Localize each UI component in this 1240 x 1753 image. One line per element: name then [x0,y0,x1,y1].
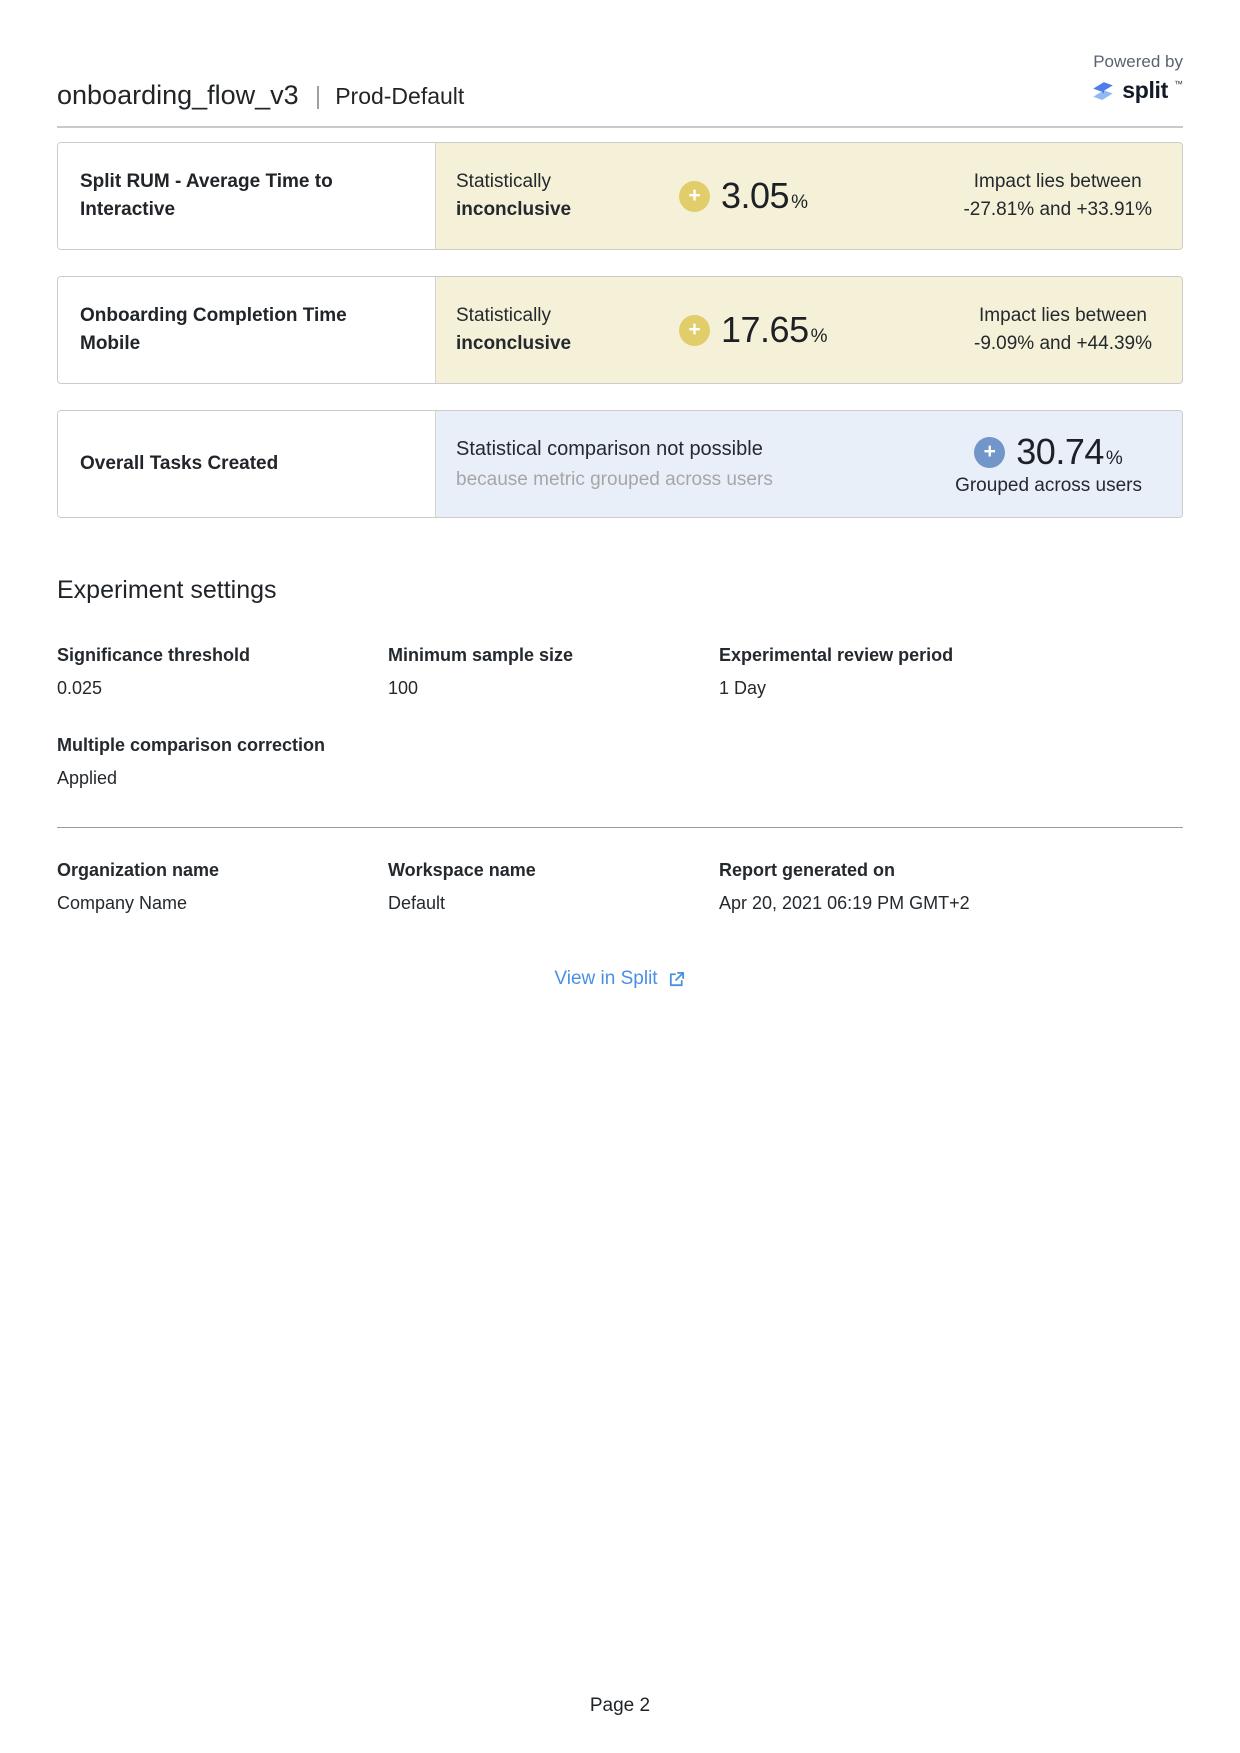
metric-status [436,168,621,223]
metric-value-block [955,431,1182,497]
metric-status [436,434,773,495]
view-link-row [57,968,1183,990]
experiment-settings-grid [57,645,1183,789]
impact-line2: -9.09% and +44.39% [974,333,1152,354]
metric-value-block [679,309,828,351]
metric-status-line2: because metric grouped across users [456,468,773,490]
metric-name-cell [58,411,436,517]
field-value: 1 Day [719,678,767,698]
plus-icon: + [679,181,710,212]
field-value: Company Name [57,893,188,913]
metric-status-line2: inconclusive [456,333,572,354]
metric-result-cell [436,277,1182,383]
metric-caption: Grouped across users [955,475,1142,496]
powered-by-label: Powered by [1093,52,1183,71]
powered-by-block [1090,52,1183,104]
metric-card-avg-time-to-interactive [57,142,1183,250]
header-rule [57,126,1183,128]
impact-line1: Impact lies between [973,170,1142,192]
metric-unit: % [791,192,808,213]
view-in-split-label: View in Split [554,968,658,989]
metric-value: 17.65 [721,309,809,350]
metric-card-onboarding-completion-time [57,276,1183,384]
impact-line1: Impact lies between [979,304,1147,326]
page-number: Page 2 [589,1695,651,1716]
metric-status [436,302,621,357]
metric-value: 30.74 [1016,431,1104,472]
metric-name-cell [58,143,436,249]
metric-cards [57,142,1183,518]
field-value: Default [388,893,446,913]
metric-result-cell [436,143,1182,249]
metric-name: Onboarding Completion Time Mobile [80,304,347,354]
plus-icon: + [679,315,710,346]
field-report-generated-on [719,860,1183,914]
field-value: 0.025 [57,678,103,698]
metric-name-cell [58,277,436,383]
field-label: Organization name [57,860,220,880]
field-multiple-comparison-correction [57,735,388,789]
metric-status-line2: inconclusive [456,199,572,220]
view-in-split-link[interactable] [554,968,685,990]
field-label: Report generated on [719,860,896,880]
experiment-name: onboarding_flow_v3 [57,80,299,110]
report-meta-grid [57,860,1183,914]
metric-status-line1: Statistically [456,171,552,193]
metric-name: Split RUM - Average Time to Interactive [80,170,333,220]
metric-unit: % [1105,448,1123,469]
metric-value-row [974,431,1123,473]
field-label: Workspace name [388,860,536,880]
field-significance-threshold [57,645,388,699]
field-value: Applied [57,768,118,788]
metric-status-line1: Statistically [456,305,552,327]
split-brand [1090,77,1183,104]
impact-line2: -27.81% and +33.91% [963,199,1152,220]
field-minimum-sample-size [388,645,719,699]
page-title [57,0,1183,111]
metric-card-overall-tasks-created [57,410,1183,518]
metric-value-block [679,175,808,217]
metric-value: 3.05 [721,175,790,216]
field-label: Significance threshold [57,645,251,665]
metric-status-line1: Statistical comparison not possible [456,437,763,460]
field-organization-name [57,860,388,914]
title-separator: | [314,82,322,110]
field-value: Apr 20, 2021 06:19 PM GMT+2 [719,893,970,913]
field-value: 100 [388,678,419,698]
metric-unit: % [810,326,828,347]
environment-name: Prod-Default [335,83,465,109]
field-label: Multiple comparison correction [57,735,326,755]
field-experimental-review-period [719,645,1183,699]
metric-impact-range [974,302,1182,359]
section-divider [57,827,1183,828]
metric-result-cell [436,411,1182,517]
external-link-icon [667,970,686,989]
field-workspace-name [388,860,719,914]
split-logo-icon [1090,78,1116,104]
metric-impact-range [963,168,1182,225]
metric-name: Overall Tasks Created [80,452,279,474]
plus-icon: + [974,437,1005,468]
field-label: Experimental review period [719,645,954,665]
experiment-settings-title: Experiment settings [57,576,277,604]
brand-wordmark: split [1122,77,1168,103]
field-label: Minimum sample size [388,645,574,665]
trademark-symbol: ™ [1174,79,1183,89]
